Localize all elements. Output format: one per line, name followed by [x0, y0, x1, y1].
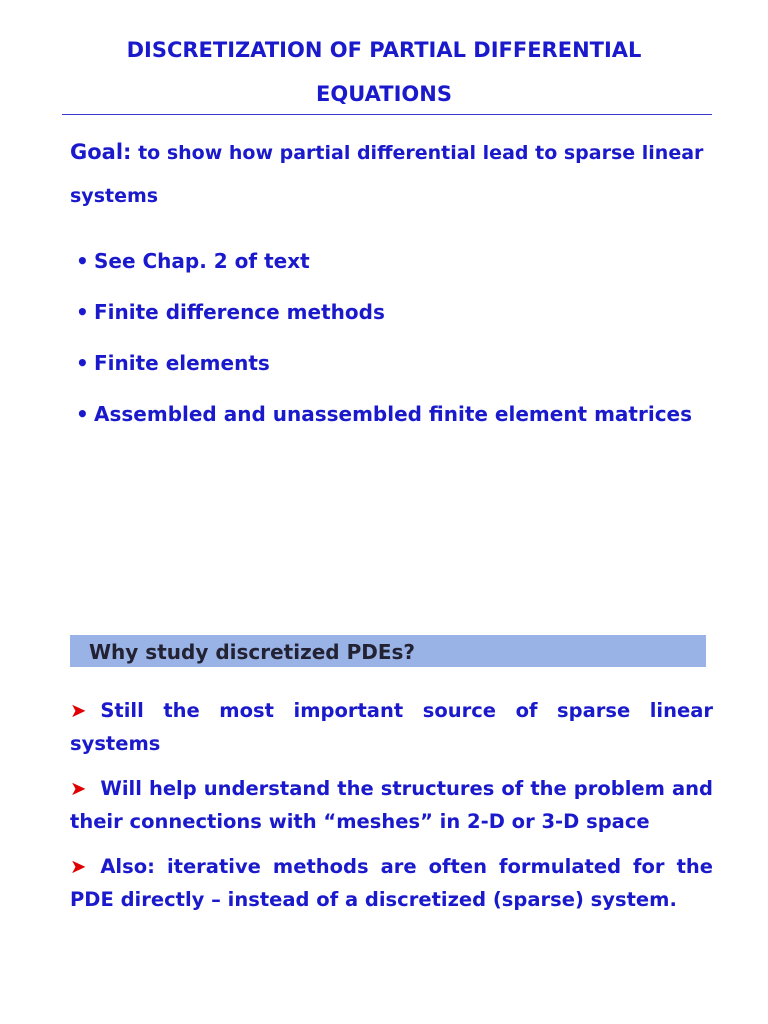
bullet-icon: • [76, 300, 89, 324]
list-item-text: Finite elements [94, 351, 270, 375]
list-item [76, 240, 692, 291]
section-title: Why study discretized PDEs? [89, 640, 416, 664]
arrow-icon: ➤ [70, 699, 87, 722]
list-item [70, 772, 713, 838]
goal-text: to show how partial differential lead to sparse linear systems [70, 142, 704, 207]
list-item-text: Also: iterative methods are often formulated for the PDE directly – instead of a discretized (sparse) system. [70, 855, 713, 911]
reason-list [70, 694, 713, 928]
list-item-text: Assembled and unassembled finite element matrices [94, 402, 693, 426]
list-item [70, 850, 713, 916]
list-item-text: Finite difference methods [94, 300, 385, 324]
list-item [76, 393, 692, 444]
topic-list [76, 240, 692, 444]
bullet-icon: • [76, 402, 89, 426]
list-item-text: Still the most important source of sparse linear systems [70, 699, 713, 755]
list-item-text: Will help understand the structures of the problem and their connections with “meshes” in 2-D or 3-D space [70, 777, 713, 833]
bullet-icon: • [76, 249, 89, 273]
goal-label: Goal: [70, 140, 132, 164]
section-header-bar [70, 635, 706, 667]
slide-title [40, 28, 728, 116]
list-item-text: See Chap. 2 of text [94, 249, 310, 273]
goal-statement [70, 131, 720, 218]
arrow-icon: ➤ [70, 777, 87, 800]
list-item [70, 694, 713, 760]
title-divider [62, 114, 712, 115]
list-item [76, 342, 692, 393]
bullet-icon: • [76, 351, 89, 375]
slide-title-line-2: EQUATIONS [316, 82, 452, 106]
slide-title-line-1: DISCRETIZATION OF PARTIAL DIFFERENTIAL [126, 38, 642, 62]
arrow-icon: ➤ [70, 855, 87, 878]
list-item [76, 291, 692, 342]
